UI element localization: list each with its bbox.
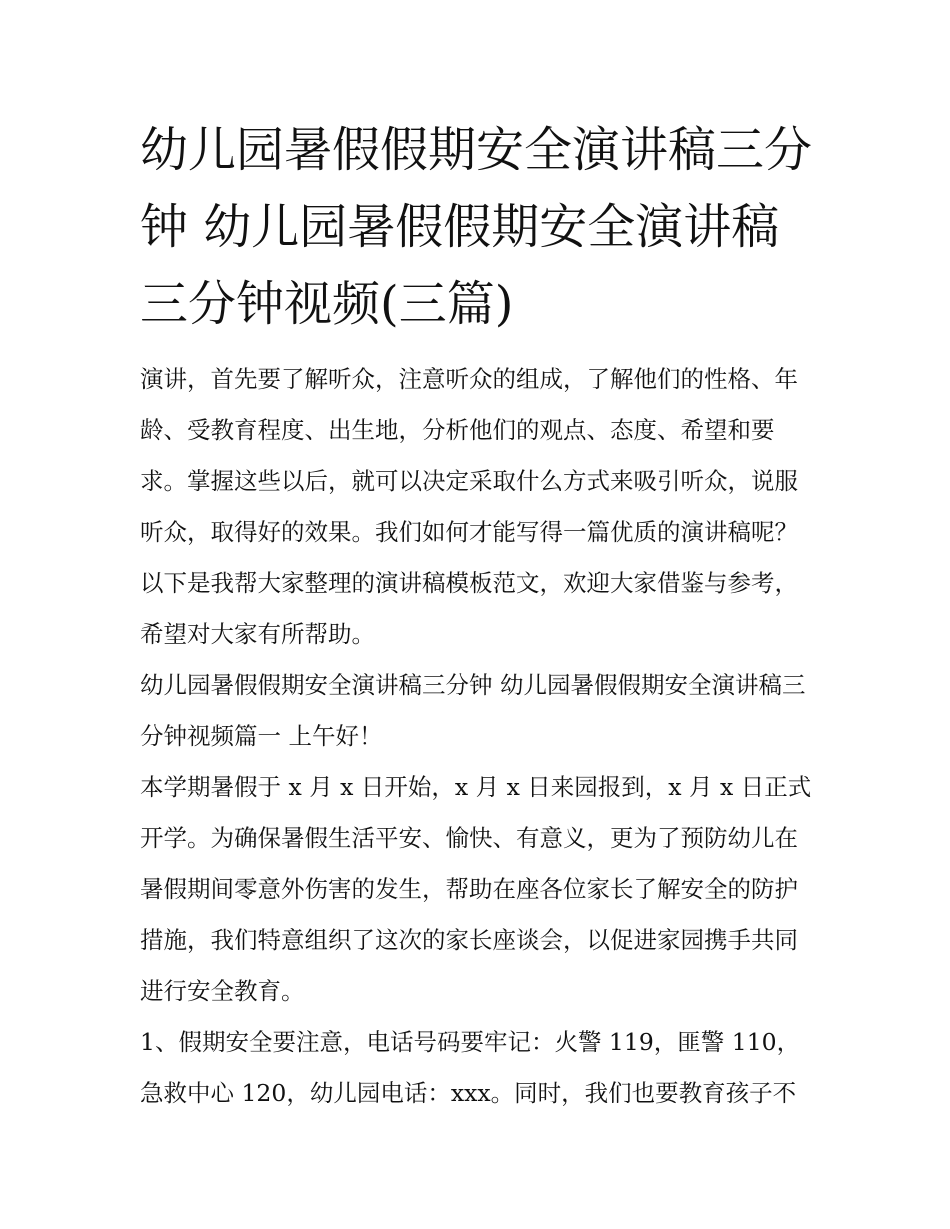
paragraph-summer-schedule: 本学期暑假于 x 月 x 日开始，x 月 x 日来园报到，x 月 x 日正式开学。为确保暑假生活平安、愉快、有意义，更为了预防幼儿在暑假期间零意外伤害的发生，帮助在座各位家长了解安全的防护措施，我们特意组织了这次的家长座谈会，以促进家园携手共同进行安全教育。 <box>140 773 812 1005</box>
paragraph-intro: 演讲，首先要了解听众，注意听众的组成，了解他们的性格、年龄、受教育程度、出生地，分析他们的观点、态度、希望和要求。掌握这些以后，就可以决定采取什么方式来吸引听众，说服听众，取得好的效果。我们如何才能写得一篇优质的演讲稿呢？以下是我帮大家整理的演讲稿模板范文，欢迎大家借鉴与参考，希望对大家有所帮助。 <box>140 365 798 648</box>
document-title: 幼儿园暑假假期安全演讲稿三分钟 幼儿园暑假假期安全演讲稿三分钟视频(三篇) <box>140 122 813 332</box>
paragraph-safety-item-1: 1、假期安全要注意，电话号码要牢记：火警 119，匪警 110，急救中心 120，幼儿园电话：xxx。同时，我们也要教育孩子不 <box>140 1028 801 1107</box>
document-body <box>140 354 815 1119</box>
paragraph-section-heading: 幼儿园暑假假期安全演讲稿三分钟 幼儿园暑假假期安全演讲稿三分钟视频篇一 上午好！ <box>140 671 806 750</box>
